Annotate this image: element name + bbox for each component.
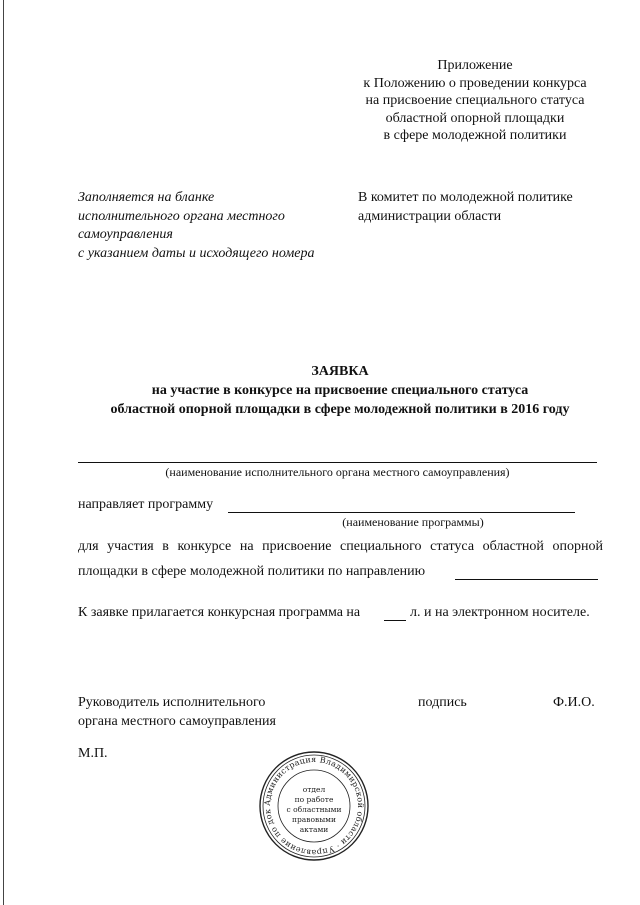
stamp-ring-text: Администрация Владимирской области · Управление по док [262, 754, 366, 858]
head-title-line: органа местного самоуправления [78, 713, 276, 729]
stamp-center-line: с областными [286, 805, 342, 814]
title-line: на участие в конкурсе на присвоение специального статуса [151, 383, 529, 398]
attachment-suffix: л. и на электронном носителе. [410, 605, 590, 620]
appendix-line: областной опорной площадки [385, 110, 565, 126]
stamp-center-line: отдел [302, 785, 326, 794]
application-title [60, 362, 620, 419]
stamp-graphic [258, 750, 370, 862]
appendix-line: в сфере молодежной политики [383, 128, 567, 143]
participation-text-line: для участия в конкурсе на присвоение специального статуса областной опорной [78, 539, 603, 554]
appendix-header [330, 57, 620, 145]
appendix-line: на присвоение специального статуса [365, 93, 585, 108]
title-line: областной опорной площадки в сфере молодежной политики в 2016 году [110, 402, 570, 417]
seal-place-label: М.П. [78, 746, 108, 761]
letterhead-note-line: исполнительного органа местного [78, 208, 285, 224]
stamp-center-line: правовыми [291, 815, 337, 824]
title-heading: ЗАЯВКА [311, 364, 369, 379]
participation-text-line: площадки в сфере молодежной политики по направлению [78, 564, 426, 579]
letterhead-note [78, 189, 348, 263]
head-title [78, 694, 276, 731]
stamp-center-line: по работе [294, 795, 334, 804]
attachment-prefix: К заявке прилагается конкурсная программа на [78, 605, 361, 620]
pages-count-field-line[interactable] [384, 620, 406, 621]
program-name-caption: (наименование программы) [342, 515, 484, 529]
letterhead-note-line: с указанием даты и исходящего номера [78, 245, 315, 261]
appendix-line: Приложение [437, 58, 513, 73]
page-edge-line [3, 0, 4, 905]
head-title-line: Руководитель исполнительного [78, 695, 266, 710]
letterhead-note-line: самоуправления [78, 227, 173, 242]
org-name-caption: (наименование исполнительного органа местного самоуправления) [165, 465, 510, 479]
program-name-field-line[interactable] [228, 512, 575, 513]
stamp-center-line: актами [299, 825, 329, 834]
org-name-field-line[interactable] [78, 462, 597, 463]
full-name-label: Ф.И.О. [553, 695, 595, 710]
addressee-block [358, 189, 618, 226]
signature-label: подпись [418, 695, 467, 710]
direction-field-line[interactable] [455, 579, 598, 580]
appendix-line: к Положению о проведении конкурса [363, 75, 587, 91]
addressee-line: В комитет по молодежной политике [358, 190, 573, 205]
sends-program-label: направляет программу [78, 497, 214, 512]
official-stamp [258, 750, 370, 862]
addressee-line: администрации области [358, 208, 502, 224]
letterhead-note-line: Заполняется на бланке [78, 190, 215, 205]
